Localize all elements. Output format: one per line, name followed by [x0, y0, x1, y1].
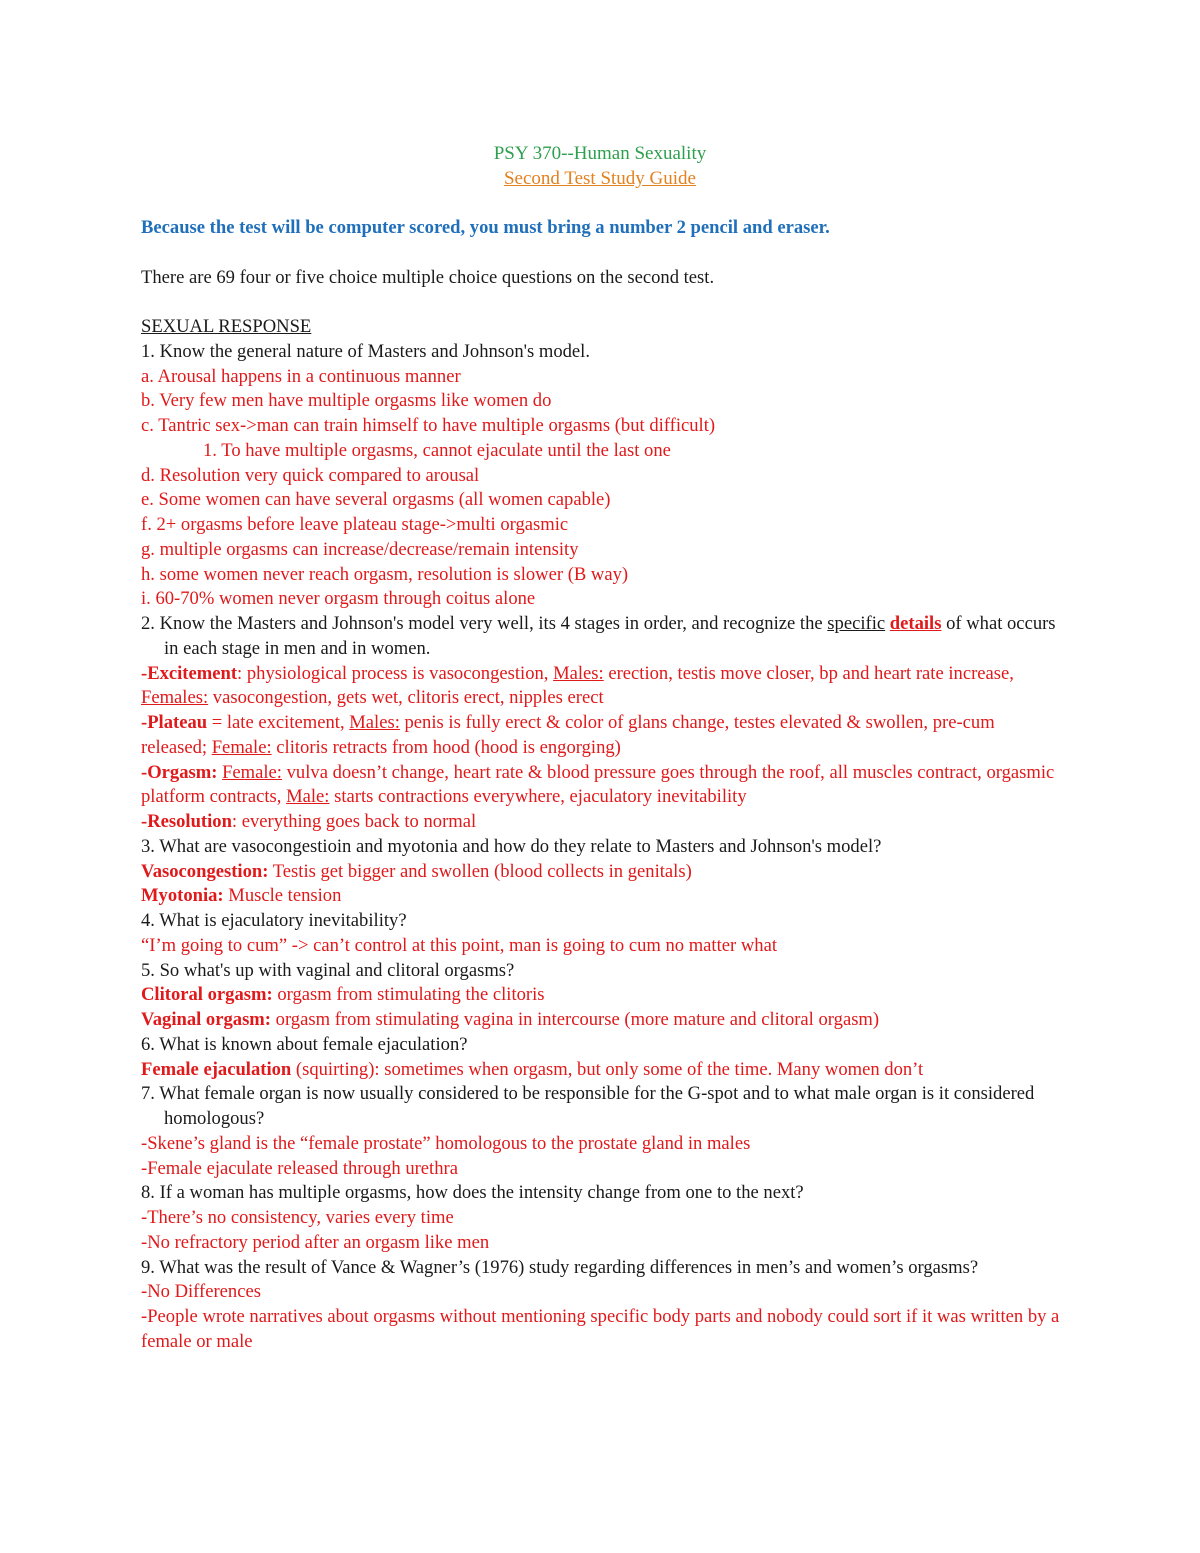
stage-label: -Excitement [141, 662, 238, 684]
study-guide-title: Second Test Study Guide [503, 168, 696, 189]
answer-line [141, 884, 1061, 909]
answer-line [141, 1058, 1061, 1083]
sex-label: Males: [349, 712, 400, 733]
question-5: 5. So what's up with vaginal and clitoral orgasms? [141, 959, 515, 981]
stage-text: penis is fully erect & color of glans change, testes elevated & swollen, pre-cum released; [141, 712, 995, 758]
question-8: 8. If a woman has multiple orgasms, how does the intensity change from one to the next? [141, 1182, 804, 1204]
stage-excitement [141, 662, 1061, 712]
stage-text: vasocongestion, gets wet, clitoris erect, nipples erect [208, 687, 604, 709]
question-4: 4. What is ejaculatory inevitability? [141, 910, 407, 931]
question-text: of what occurs in each stage in men and in women. [164, 613, 1056, 659]
answer-line [141, 860, 1061, 885]
section-title: SEXUAL RESPONSE [141, 316, 312, 337]
stage-text: : everything goes back to normal [231, 811, 477, 832]
answer-subline: 1. To have multiple orgasms, cannot ejaculate until the last one [203, 439, 671, 461]
term-label: Female ejaculation [141, 1058, 292, 1080]
spacer [141, 290, 1061, 315]
term-definition: Testis get bigger and swollen (blood collects in genitals) [268, 860, 692, 882]
spacer [141, 241, 1061, 266]
course-title: PSY 370--Human Sexuality [493, 143, 707, 164]
answer-line: -No Differences [141, 1281, 261, 1303]
intro-text: There are 69 four or five choice multiple choice questions on the second test. [141, 266, 715, 288]
sex-label: Males: [553, 662, 604, 684]
answer-line: -Skene’s gland is the “female prostate” homologous to the prostate gland in males [141, 1132, 751, 1154]
stage-text: starts contractions everywhere, ejaculatory inevitability [329, 786, 747, 808]
answer-line: c. Tantric sex->man can train himself to have multiple orgasms (but difficult) [141, 415, 716, 436]
term-label: Vaginal orgasm: [141, 1009, 271, 1030]
question-7: 7. What female organ is now usually considered to be responsible for the G-spot and to what male organ is it considered homologous? [141, 1083, 1035, 1129]
sex-label: Male: [286, 786, 330, 808]
document-body [141, 216, 1061, 1355]
question-9: 9. What was the result of Vance & Wagner’s (1976) study regarding differences in men’s and women’s orgasms? [141, 1256, 979, 1278]
question-1: 1. Know the general nature of Masters and Johnson's model. [141, 340, 590, 362]
term-label: Myotonia: [141, 885, 224, 907]
answer-line: f. 2+ orgasms before leave plateau stage->multi orgasmic [141, 514, 569, 535]
stage-text: vulva doesn’t change, heart rate & blood pressure goes through the roof, all muscles contract, orgasmic platform contracts, [141, 761, 1055, 808]
term-definition: orgasm from stimulating the clitoris [272, 984, 545, 1006]
stage-resolution [141, 810, 1061, 835]
stage-text: erection, testis move closer, bp and heart rate increase, [603, 662, 1014, 684]
stage-orgasm [141, 761, 1061, 811]
term-label: Vasocongestion: [141, 860, 269, 882]
emphasis-specific: specific [827, 613, 886, 634]
stage-label: -Orgasm: [141, 761, 218, 783]
stage-label: -Plateau [141, 712, 208, 733]
answer-line [141, 983, 1061, 1008]
answer-line: g. multiple orgasms can increase/decrease/remain intensity [141, 538, 579, 560]
answer-line: “I’m going to cum” -> can’t control at this point, man is going to cum no matter what [141, 934, 778, 956]
document-header [0, 141, 1200, 191]
answer-line: a. Arousal happens in a continuous manner [141, 365, 461, 387]
sex-label: Female: [222, 761, 282, 783]
stage-label: -Resolution [141, 811, 232, 832]
stage-text: = late excitement, [207, 712, 350, 733]
pencil-notice: Because the test will be computer scored, you must bring a number 2 pencil and eraser. [141, 217, 830, 238]
question-text: 2. Know the Masters and Johnson's model very well, its 4 stages in order, and recognize the [141, 613, 828, 634]
question-2 [141, 612, 1061, 662]
question-3: 3. What are vasocongestioin and myotonia and how do they relate to Masters and Johnson's model? [141, 835, 882, 857]
answer-line: e. Some women can have several orgasms (all women capable) [141, 489, 611, 511]
sex-label: Female: [211, 736, 272, 758]
stage-text: clitoris retracts from hood (hood is engorging) [271, 736, 621, 758]
term-label: Clitoral orgasm: [141, 984, 273, 1006]
stage-text: : physiological process is vasocongestion, [237, 662, 554, 684]
term-definition: (squirting): sometimes when orgasm, but only some of the time. Many women don’t [291, 1058, 924, 1080]
emphasis-details: details [889, 613, 942, 634]
sex-label: Females: [141, 687, 209, 709]
question-6: 6. What is known about female ejaculation? [141, 1033, 468, 1055]
answer-line: b. Very few men have multiple orgasms like women do [141, 390, 552, 412]
answer-line: -Female ejaculate released through urethra [141, 1157, 458, 1179]
stage-plateau [141, 711, 1061, 761]
answer-line: d. Resolution very quick compared to arousal [141, 464, 480, 486]
answer-line: i. 60-70% women never orgasm through coitus alone [141, 588, 536, 610]
term-definition: Muscle tension [223, 885, 342, 907]
answer-line: -There’s no consistency, varies every time [141, 1207, 454, 1228]
answer-line: -No refractory period after an orgasm like men [141, 1231, 490, 1253]
answer-line [141, 1008, 1061, 1033]
answer-line: -People wrote narratives about orgasms without mentioning specific body parts and nobody could sort if it was written by a female or male [141, 1306, 1060, 1352]
answer-line: h. some women never reach orgasm, resolution is slower (B way) [141, 563, 629, 585]
term-definition: orgasm from stimulating vagina in intercourse (more mature and clitoral orgasm) [271, 1009, 880, 1030]
